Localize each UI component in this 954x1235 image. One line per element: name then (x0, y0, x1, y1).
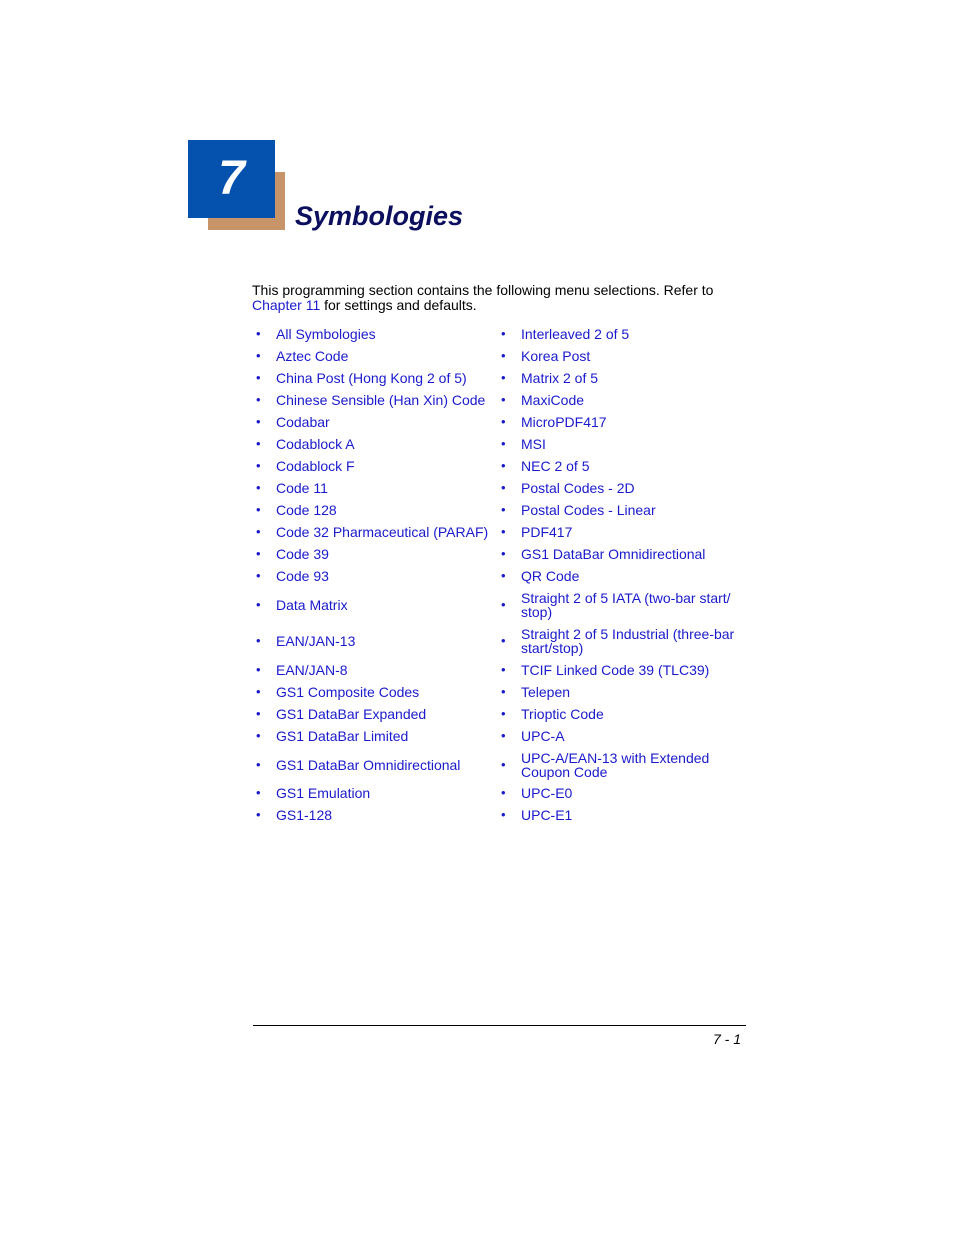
bullet-icon: • (256, 785, 261, 800)
symbology-link[interactable]: MSI (521, 436, 546, 452)
bullet-icon: • (501, 662, 506, 677)
bullet-icon: • (256, 436, 261, 451)
symbology-link[interactable]: PDF417 (521, 524, 573, 540)
bullet-icon: • (501, 785, 506, 800)
bullet-icon: • (501, 684, 506, 699)
bullet-icon: • (256, 597, 261, 612)
list-item[interactable] (501, 565, 741, 587)
bullet-icon: • (501, 392, 506, 407)
symbology-link[interactable]: All Symbologies (276, 326, 376, 342)
list-item[interactable] (256, 433, 496, 455)
list-item[interactable] (501, 433, 741, 455)
bullet-icon: • (256, 524, 261, 539)
symbology-link[interactable]: Code 32 Pharmaceutical (PARAF) (276, 524, 489, 540)
symbology-link[interactable]: UPC-A (521, 728, 565, 744)
list-item[interactable] (501, 411, 741, 433)
symbology-link[interactable]: Trioptic Code (521, 706, 604, 722)
list-item[interactable] (256, 411, 496, 433)
symbology-list-left (256, 323, 496, 826)
footer-rule (253, 1025, 746, 1026)
list-item[interactable] (256, 543, 496, 565)
symbology-link[interactable]: EAN/JAN-8 (276, 662, 348, 678)
bullet-icon: • (501, 480, 506, 495)
symbology-link[interactable]: Data Matrix (276, 597, 348, 613)
list-item[interactable] (501, 747, 741, 782)
bullet-icon: • (501, 568, 506, 583)
symbology-link[interactable]: GS1 DataBar Omnidirectional (276, 756, 461, 773)
list-item[interactable] (256, 521, 496, 543)
bullet-icon: • (501, 370, 506, 385)
chapter-number: 7 (218, 152, 245, 205)
list-item[interactable] (256, 565, 496, 587)
bullet-icon: • (256, 348, 261, 363)
symbology-link[interactable]: MicroPDF417 (521, 414, 607, 430)
list-item[interactable] (256, 725, 496, 747)
list-item[interactable] (501, 323, 741, 345)
bullet-icon: • (256, 370, 261, 385)
bullet-icon: • (256, 546, 261, 561)
list-item[interactable] (501, 389, 741, 411)
bullet-icon: • (501, 414, 506, 429)
symbology-link[interactable]: Postal Codes - Linear (521, 502, 656, 518)
symbology-link[interactable]: TCIF Linked Code 39 (TLC39) (521, 662, 710, 678)
chapter-title: Symbologies (295, 201, 464, 231)
list-item[interactable] (501, 477, 741, 499)
list-item[interactable] (256, 499, 496, 521)
symbology-link[interactable]: Interleaved 2 of 5 (521, 326, 630, 342)
bullet-icon: • (501, 728, 506, 743)
symbology-link[interactable]: Code 11 (276, 480, 328, 496)
symbology-link[interactable]: GS1 DataBar Limited (276, 728, 409, 744)
list-item[interactable] (501, 703, 741, 725)
list-item[interactable] (256, 782, 496, 804)
list-item[interactable] (256, 389, 496, 411)
symbology-link[interactable]: GS1-128 (276, 807, 333, 823)
bullet-icon: • (501, 524, 506, 539)
symbology-list-right (501, 323, 741, 826)
list-item[interactable] (256, 681, 496, 703)
list-item[interactable] (256, 659, 496, 681)
list-item[interactable] (256, 703, 496, 725)
bullet-icon: • (256, 662, 261, 677)
symbology-link[interactable]: Code 128 (276, 502, 337, 518)
bullet-icon: • (256, 392, 261, 407)
list-item[interactable] (501, 681, 741, 703)
symbology-link[interactable]: GS1 Emulation (276, 785, 371, 801)
symbology-link[interactable]: Matrix 2 of 5 (521, 370, 599, 386)
intro-text: This programming section contains the following menu selections. Refer to (252, 282, 714, 298)
symbology-link[interactable]: GS1 DataBar Expanded (276, 706, 427, 722)
bullet-icon: • (256, 684, 261, 699)
bullet-icon: • (256, 706, 261, 721)
bullet-icon: • (256, 326, 261, 341)
symbology-link[interactable]: UPC-E1 (521, 807, 573, 823)
list-item[interactable] (501, 725, 741, 747)
bullet-icon: • (256, 568, 261, 583)
list-item[interactable] (256, 367, 496, 389)
symbology-link[interactable]: Korea Post (521, 348, 591, 364)
list-item[interactable] (256, 747, 496, 782)
list-item[interactable] (501, 455, 741, 477)
list-item[interactable] (501, 499, 741, 521)
symbology-link[interactable]: Codablock A (276, 436, 355, 452)
bullet-icon: • (256, 458, 261, 473)
bullet-icon: • (501, 807, 506, 822)
bullet-icon: • (256, 480, 261, 495)
bullet-icon: • (501, 756, 506, 772)
symbology-link[interactable]: Straight 2 of 5 IATA (two-bar start/ stop) (521, 590, 731, 620)
list-item[interactable] (501, 804, 741, 826)
symbology-link[interactable]: EAN/JAN-13 (276, 633, 356, 649)
list-item[interactable] (501, 345, 741, 367)
bullet-icon: • (256, 414, 261, 429)
intro-text-end: for settings and defaults. (320, 297, 477, 313)
symbology-link[interactable]: Telepen (521, 684, 571, 700)
list-item[interactable] (256, 477, 496, 499)
symbology-link[interactable]: Chinese Sensible (Han Xin) Code (276, 392, 486, 408)
bullet-icon: • (501, 502, 506, 517)
bullet-icon: • (256, 728, 261, 743)
symbology-link[interactable]: Code 93 (276, 568, 329, 584)
bullet-icon: • (501, 436, 506, 451)
symbology-link[interactable]: UPC-A/EAN-13 with Extended Coupon Code (521, 749, 710, 780)
list-item[interactable] (501, 367, 741, 389)
chapter-11-link[interactable]: Chapter 11 (252, 297, 321, 313)
bullet-icon: • (256, 756, 261, 772)
list-item[interactable] (256, 345, 496, 367)
list-item[interactable] (256, 804, 496, 826)
bullet-icon: • (501, 633, 506, 648)
list-item[interactable] (501, 587, 741, 623)
bullet-icon: • (501, 597, 506, 612)
symbology-link[interactable]: Codablock F (276, 458, 355, 474)
bullet-icon: • (501, 458, 506, 473)
list-item[interactable] (256, 623, 496, 659)
bullet-icon: • (501, 706, 506, 721)
symbology-link[interactable]: QR Code (521, 568, 580, 584)
symbology-link[interactable]: GS1 DataBar Omnidirectional (521, 546, 706, 562)
bullet-icon: • (256, 502, 261, 517)
symbology-link[interactable]: Aztec Code (276, 348, 349, 364)
bullet-icon: • (256, 633, 261, 648)
list-item[interactable] (501, 543, 741, 565)
list-item[interactable] (256, 323, 496, 345)
list-item[interactable] (256, 587, 496, 623)
bullet-icon: • (501, 326, 506, 341)
symbology-link[interactable]: Postal Codes - 2D (521, 480, 635, 496)
list-item[interactable] (256, 455, 496, 477)
symbology-link[interactable]: Straight 2 of 5 Industrial (three-bar start/stop) (521, 626, 735, 656)
bullet-icon: • (501, 546, 506, 561)
list-item[interactable] (501, 782, 741, 804)
page-number: 7 - 1 (712, 1031, 741, 1047)
symbology-link[interactable]: Codabar (276, 414, 330, 430)
symbology-link[interactable]: Code 39 (276, 546, 329, 562)
symbology-link[interactable]: NEC 2 of 5 (521, 458, 590, 474)
symbology-link[interactable]: China Post (Hong Kong 2 of 5) (276, 370, 467, 386)
symbology-link[interactable]: MaxiCode (521, 392, 585, 408)
list-item[interactable] (501, 659, 741, 681)
bullet-icon: • (256, 807, 261, 822)
symbology-link[interactable]: UPC-E0 (521, 785, 573, 801)
list-item[interactable] (501, 521, 741, 543)
list-item[interactable] (501, 623, 741, 659)
intro-paragraph (252, 283, 752, 313)
symbology-link[interactable]: GS1 Composite Codes (276, 684, 420, 700)
bullet-icon: • (501, 348, 506, 363)
